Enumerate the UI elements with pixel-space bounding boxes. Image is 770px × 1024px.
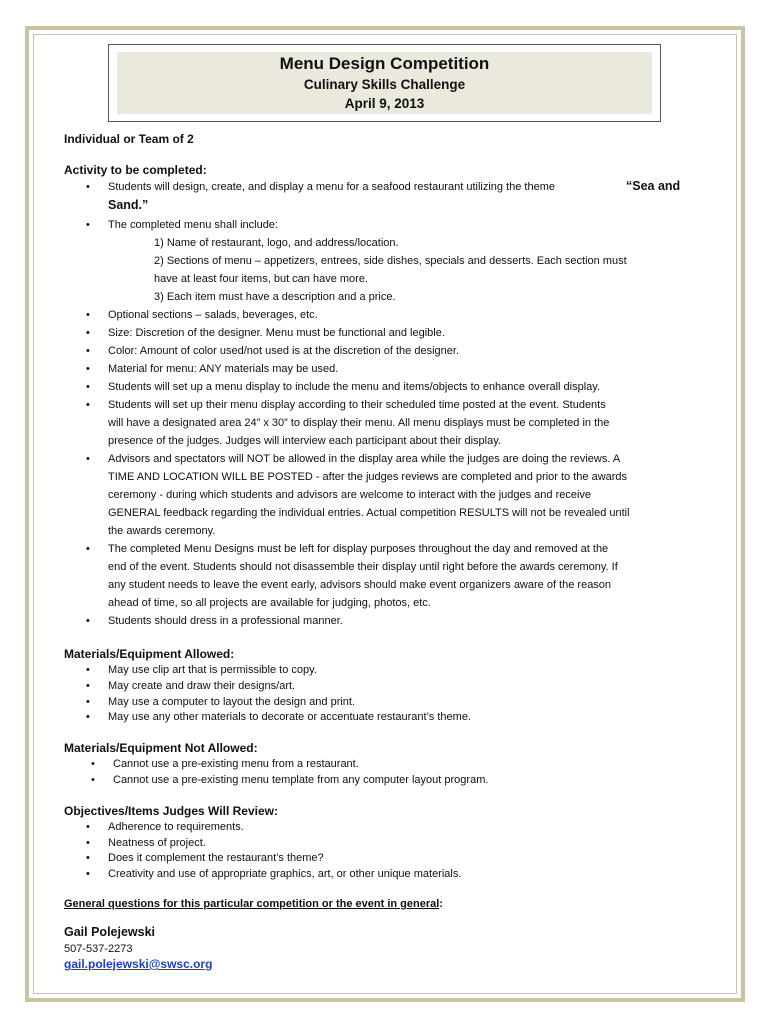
activity-item-10-cont: end of the event. Students should not disassemble their display until right before the awards ceremony. If [108, 561, 618, 573]
allowed-heading: Materials/Equipment Allowed: [64, 647, 235, 661]
bullet: • [86, 181, 90, 193]
questions-line [64, 897, 443, 911]
bullet: • [86, 664, 90, 676]
activity-item-10-cont: any student needs to leave the event early, advisors should make event organizers aware of the reason [108, 579, 612, 591]
bullet: • [86, 821, 90, 833]
bullet: • [86, 345, 90, 357]
allowed-item: May use clip art that is permissible to copy. [108, 664, 317, 676]
activity-item-9-cont: GENERAL feedback regarding the individual entries. Actual competition RESULTS will not be revealed until [108, 507, 630, 519]
objective-item: Adherence to requirements. [108, 821, 244, 833]
theme-name-end: Sand.” [108, 198, 149, 212]
allowed-item: May use a computer to layout the design and print. [108, 696, 356, 708]
sub-item-2: 2) Sections of menu – appetizers, entrees, side dishes, specials and desserts. Each section must [154, 255, 627, 267]
contact-email-link[interactable]: gail.polejewski@swsc.org [64, 957, 213, 971]
allowed-item: May use any other materials to decorate or accentuate restaurant’s theme. [108, 711, 471, 723]
questions-text: General questions for this particular competition or the event in general [64, 898, 440, 910]
activity-item-5: Color: Amount of color used/not used is at the discretion of the designer. [108, 345, 459, 357]
bullet: • [86, 852, 90, 864]
team-line: Individual or Team of 2 [64, 132, 194, 146]
event-date: April 9, 2013 [344, 96, 425, 111]
activity-item-8-cont: will have a designated area 24” x 30” to display their menu. All menu displays must be completed in the [108, 417, 610, 429]
contact-name: Gail Polejewski [64, 925, 156, 939]
bullet: • [91, 758, 95, 770]
activity-item-3: Optional sections – salads, beverages, etc. [108, 309, 318, 321]
bullet: • [86, 309, 90, 321]
activity-item-2: The completed menu shall include: [108, 219, 278, 231]
sub-item-3: 3) Each item must have a description and a price. [154, 291, 396, 303]
activity-item-9-cont: the awards ceremony. [108, 525, 216, 537]
page-title: Menu Design Competition [279, 54, 490, 73]
objective-item: Creativity and use of appropriate graphics, art, or other unique materials. [108, 868, 462, 880]
bullet: • [86, 399, 90, 411]
not-allowed-heading: Materials/Equipment Not Allowed: [64, 741, 258, 755]
bullet: • [86, 615, 90, 627]
objective-item: Does it complement the restaurant’s theme? [108, 852, 324, 864]
activity-item-11: Students should dress in a professional manner. [108, 615, 343, 627]
contact-phone: 507-537-2273 [64, 943, 133, 955]
bullet: • [86, 680, 90, 692]
bullet: • [86, 453, 90, 465]
bullet: • [86, 363, 90, 375]
objectives-heading: Objectives/Items Judges Will Review: [64, 804, 278, 818]
bullet: • [86, 381, 90, 393]
activity-item-9-cont: ceremony - during which students and advisors are welcome to interact with the judges and receive [108, 489, 592, 501]
activity-heading: Activity to be completed: [64, 163, 207, 177]
theme-name: “Sea and [626, 179, 681, 193]
activity-item-1: Students will design, create, and display a menu for a seafood restaurant utilizing the theme [108, 181, 555, 193]
activity-item-10: The completed Menu Designs must be left for display purposes throughout the day and removed at the [108, 543, 609, 555]
allowed-item: May create and draw their designs/art. [108, 680, 296, 692]
activity-item-4: Size: Discretion of the designer. Menu must be functional and legible. [108, 327, 445, 339]
bullet: • [86, 837, 90, 849]
activity-item-10-cont: ahead of time, so all projects are available for judging, photos, etc. [108, 597, 431, 609]
title-text-box [108, 44, 661, 122]
objective-item: Neatness of project. [108, 837, 206, 849]
bullet: • [86, 868, 90, 880]
sub-item-1: 1) Name of restaurant, logo, and address/location. [154, 237, 399, 249]
activity-item-9: Advisors and spectators will NOT be allowed in the display area while the judges are doing the reviews. A [108, 453, 621, 465]
activity-item-8: Students will set up their menu display according to their scheduled time posted at the event. Students [108, 399, 606, 411]
page-subtitle: Culinary Skills Challenge [303, 77, 466, 92]
bullet: • [86, 219, 90, 231]
activity-item-8-cont: presence of the judges. Judges will interview each participant about their display. [108, 435, 501, 447]
bullet: • [86, 543, 90, 555]
bullet: • [86, 711, 90, 723]
not-allowed-item: Cannot use a pre-existing menu from a restaurant. [113, 758, 359, 770]
sub-item-2-cont: have at least four items, but can have more. [154, 273, 369, 285]
bullet: • [86, 327, 90, 339]
bullet: • [91, 774, 95, 786]
activity-item-9-cont: TIME AND LOCATION WILL BE POSTED - after the judges reviews are completed and prior to the awards [108, 471, 628, 483]
activity-item-6: Material for menu: ANY materials may be used. [108, 363, 339, 375]
bullet: • [86, 696, 90, 708]
activity-item-7: Students will set up a menu display to include the menu and items/objects to enhance overall display. [108, 381, 601, 393]
not-allowed-item: Cannot use a pre-existing menu template from any computer layout program. [113, 774, 489, 786]
questions-colon: : [439, 898, 443, 910]
